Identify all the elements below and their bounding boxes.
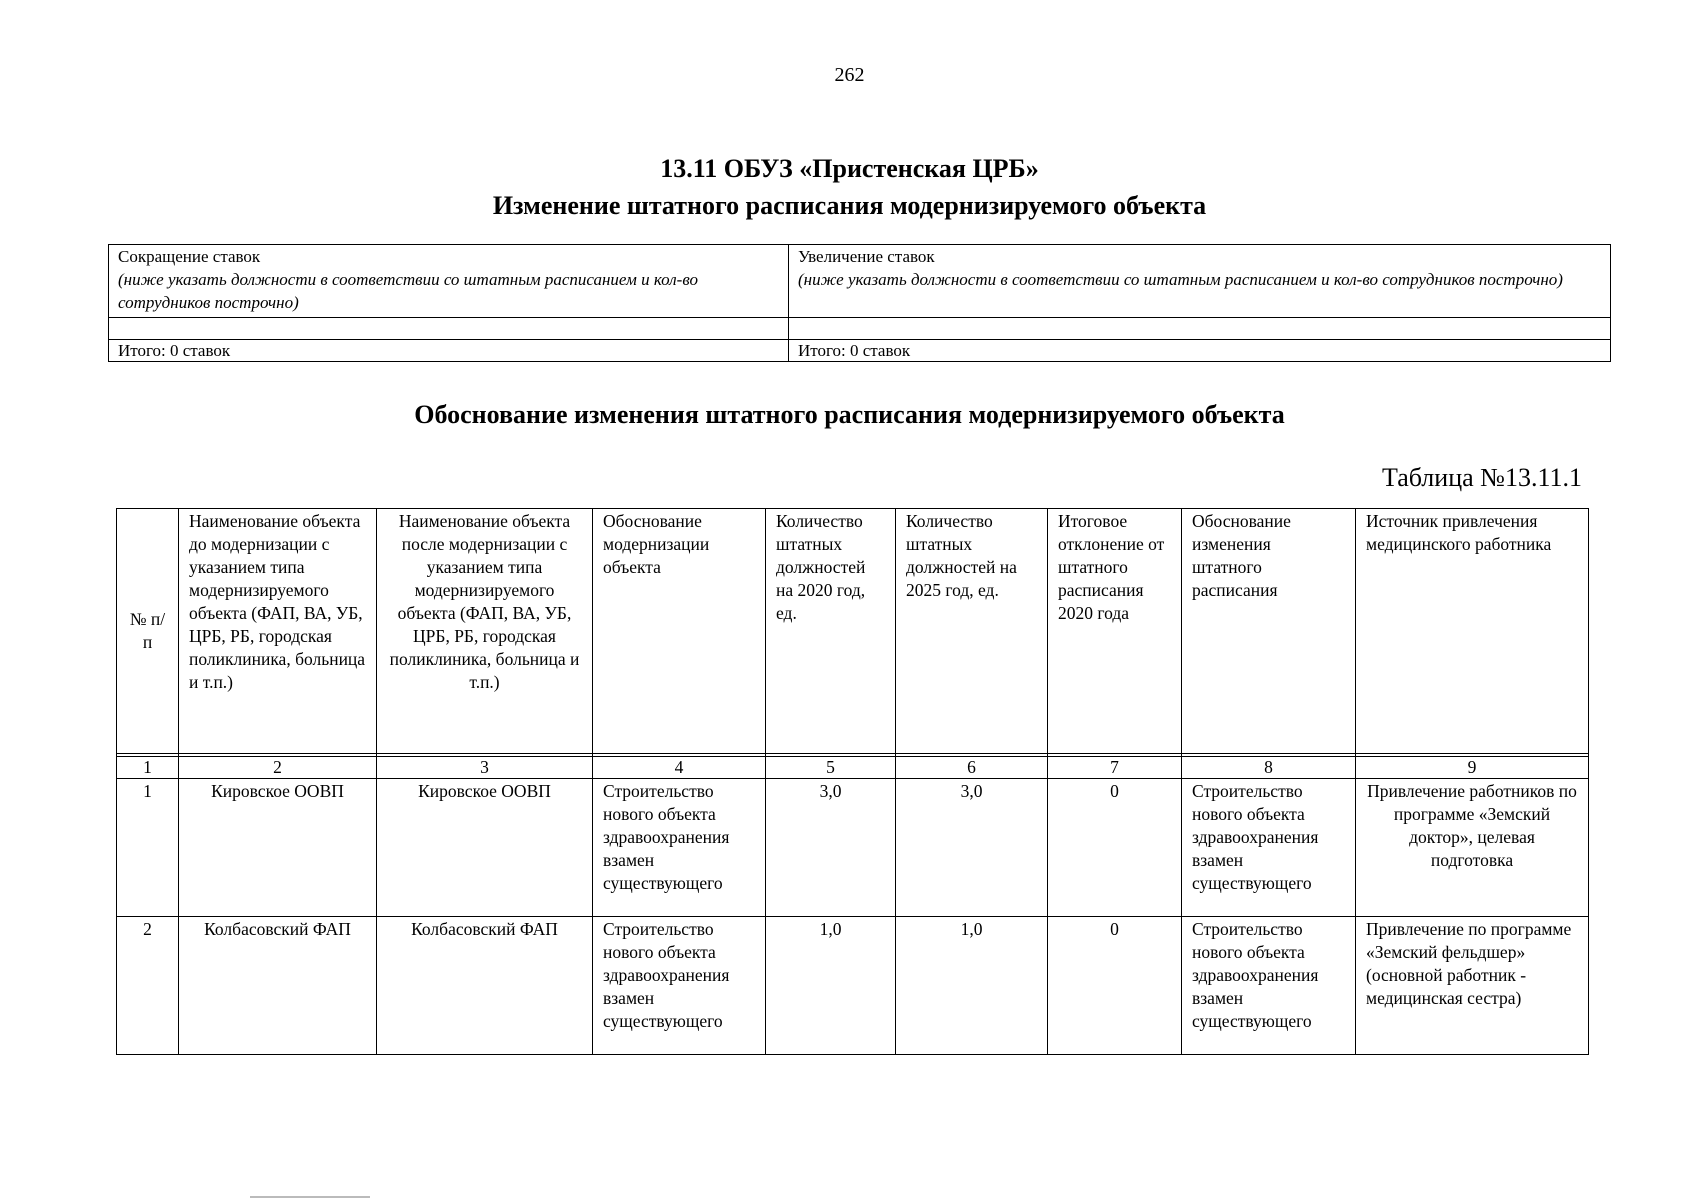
row-staff-2025: 1,0 (896, 917, 1048, 1055)
staff-change-table (108, 244, 1611, 362)
row-num: 2 (117, 917, 179, 1055)
column-number: 1 (117, 757, 179, 779)
section-subtitle: Обоснование изменения штатного расписания модернизируемого объекта (414, 400, 1285, 429)
reduction-empty-cell (109, 318, 789, 340)
increase-header-cell (789, 245, 1611, 318)
column-number: 2 (179, 757, 377, 779)
header-after: Наименование объекта после модернизации с указанием типа модернизируемого объекта (ФАП, ВА, УБ, ЦРБ, РБ, городская поликлиника, больница и т.п.) (377, 509, 593, 754)
table-row (117, 779, 1589, 917)
increase-note: (ниже указать должности в соответствии со штатным расписанием и кол-во сотрудников построчно) (798, 270, 1563, 289)
reduction-total: Итого: 0 ставок (109, 340, 789, 362)
header-staff-2020: Количество штатных должностей на 2020 год, ед. (766, 509, 896, 754)
header-deviation: Итоговое отклонение от штатного расписания 2020 года (1048, 509, 1182, 754)
document-title (0, 150, 1699, 224)
title-line-2: Изменение штатного расписания модернизируемого объекта (492, 191, 1207, 220)
increase-total: Итого: 0 ставок (789, 340, 1611, 362)
row-after: Кировское ООВП (377, 779, 593, 917)
table-label: Таблица №13.11.1 (1381, 463, 1582, 492)
column-number: 5 (766, 757, 896, 779)
row-deviation: 0 (1048, 917, 1182, 1055)
row-before: Колбасовский ФАП (179, 917, 377, 1055)
row-justification: Строительство нового объекта здравоохранения взамен существующего (593, 779, 766, 917)
column-number: 7 (1048, 757, 1182, 779)
reduction-label: Сокращение ставок (118, 247, 261, 266)
row-staff-2020: 1,0 (766, 917, 896, 1055)
scan-artifact (250, 1196, 370, 1198)
header-source: Источник привлечения медицинского работника (1356, 509, 1589, 754)
increase-label: Увеличение ставок (798, 247, 935, 266)
row-source: Привлечение работников по программе «Земский доктор», целевая подготовка (1356, 779, 1589, 917)
row-justification: Строительство нового объекта здравоохранения взамен существующего (593, 917, 766, 1055)
column-number: 3 (377, 757, 593, 779)
column-number: 8 (1182, 757, 1356, 779)
reduction-header-cell (109, 245, 789, 318)
row-before: Кировское ООВП (179, 779, 377, 917)
row-deviation: 0 (1048, 779, 1182, 917)
increase-empty-cell (789, 318, 1611, 340)
column-number: 6 (896, 757, 1048, 779)
header-staff-2025: Количество штатных должностей на 2025 год, ед. (896, 509, 1048, 754)
row-source: Привлечение по программе «Земский фельдшер» (основной работник - медицинская сестра) (1356, 917, 1589, 1055)
header-staff-justification: Обоснование изменения штатного расписания (1182, 509, 1356, 754)
table-row (117, 917, 1589, 1055)
row-after: Колбасовский ФАП (377, 917, 593, 1055)
row-staff-justification: Строительство нового объекта здравоохранения взамен существующего (1182, 917, 1356, 1055)
header-before: Наименование объекта до модернизации с указанием типа модернизируемого объекта (ФАП, ВА, УБ, ЦРБ, РБ, городская поликлиника, больница и т.п.) (179, 509, 377, 754)
header-justification: Обоснование модернизации объекта (593, 509, 766, 754)
header-num: № п/п (117, 509, 179, 754)
column-number: 4 (593, 757, 766, 779)
page-number: 262 (834, 64, 865, 86)
justification-table (116, 508, 1589, 1055)
row-num: 1 (117, 779, 179, 917)
row-staff-2025: 3,0 (896, 779, 1048, 917)
title-line-1: 13.11 ОБУЗ «Пристенская ЦРБ» (660, 154, 1039, 183)
column-number: 9 (1356, 757, 1589, 779)
row-staff-2020: 3,0 (766, 779, 896, 917)
row-staff-justification: Строительство нового объекта здравоохранения взамен существующего (1182, 779, 1356, 917)
reduction-note: (ниже указать должности в соответствии со штатным расписанием и кол-во сотрудников построчно) (118, 270, 698, 312)
